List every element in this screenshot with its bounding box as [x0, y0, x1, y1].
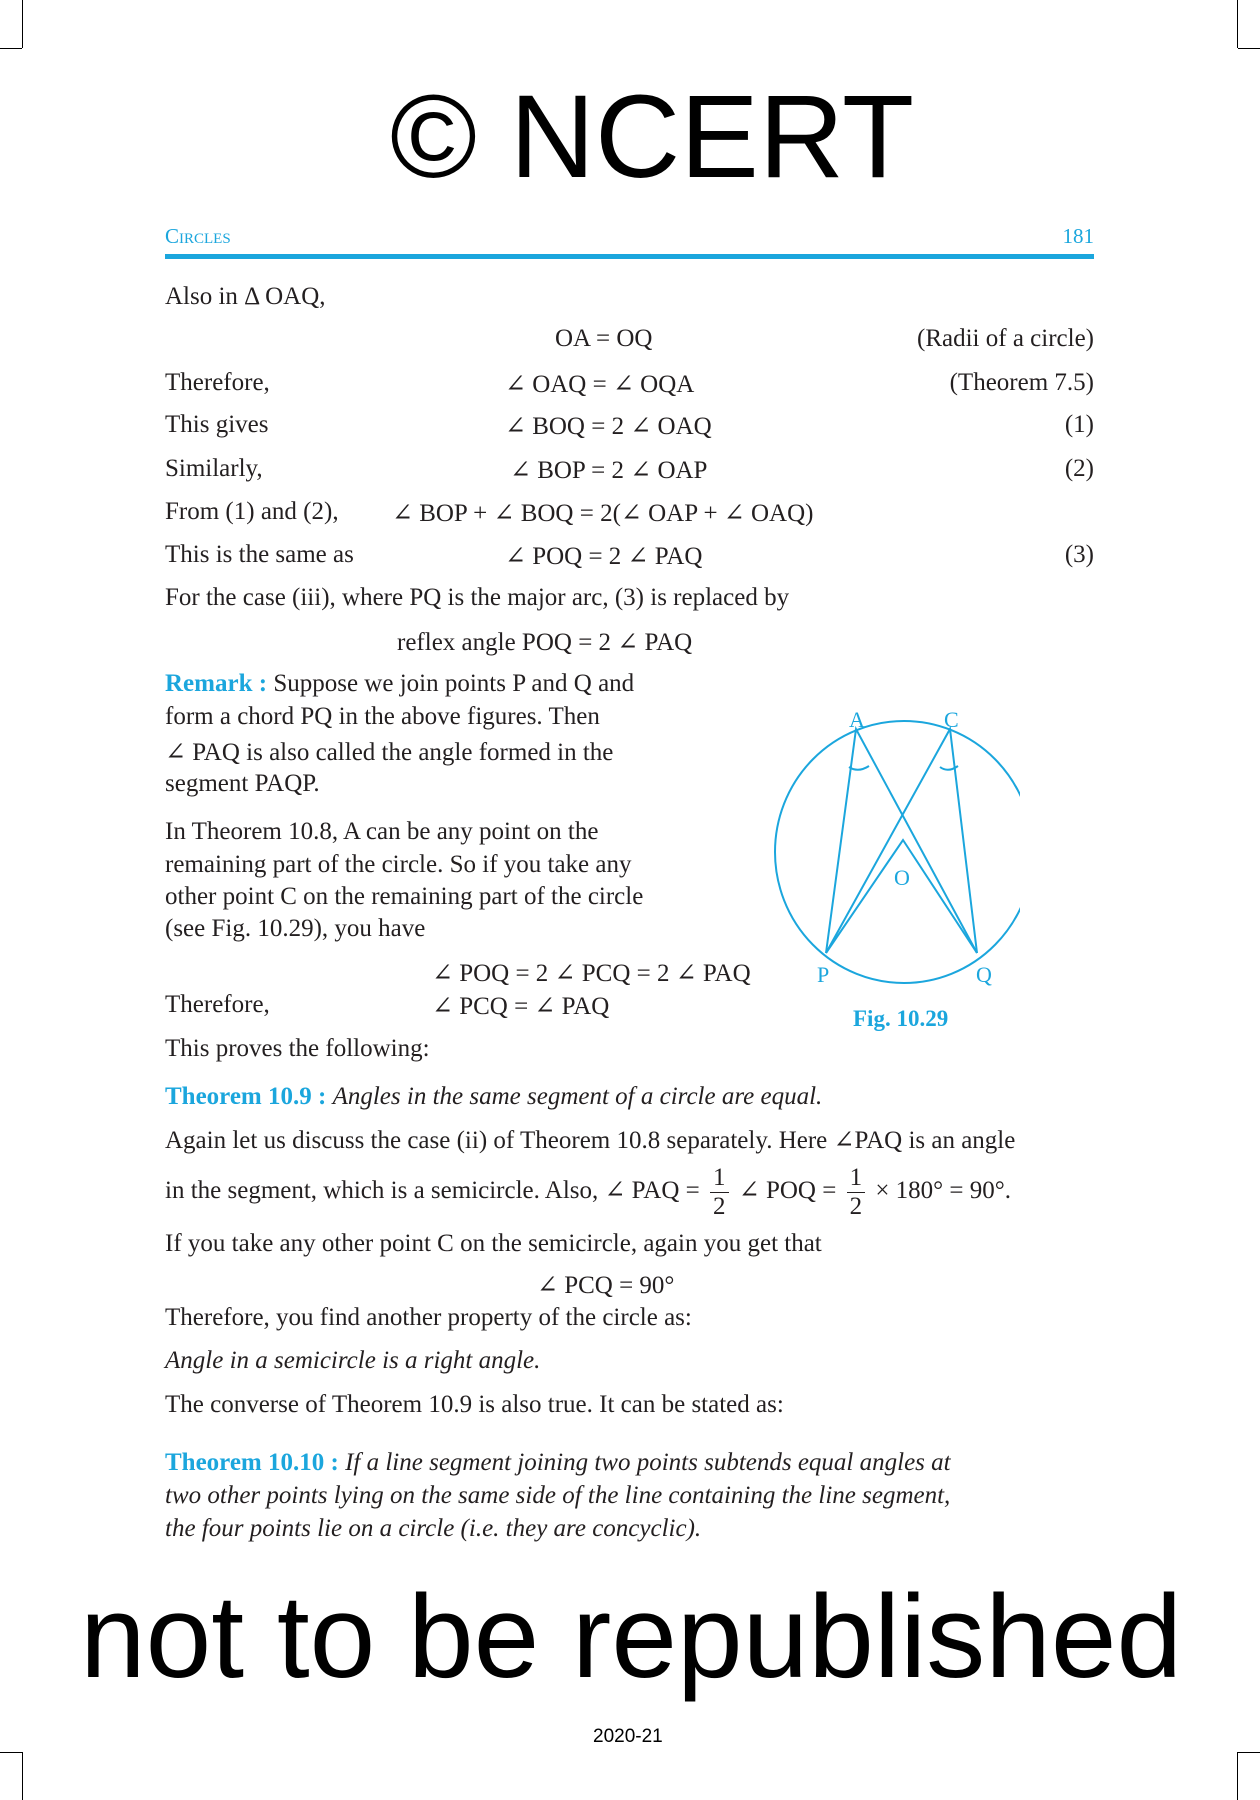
- text-line: For the case (iii), where PQ is the major arc, (3) is replaced by: [165, 584, 790, 611]
- equation-reason: (Theorem 7.5): [949, 369, 1094, 396]
- text: in the segment, which is a semicircle. Also, ∠ PAQ =: [165, 1177, 700, 1205]
- theorem-10-10: [165, 1449, 951, 1477]
- denominator: 2: [713, 1193, 726, 1220]
- theorem-text: If a line segment joining two points subtends equal angles at: [345, 1449, 951, 1476]
- remark-line: [165, 670, 634, 698]
- equation-number: (2): [1064, 455, 1094, 482]
- remark-line: ∠ PAQ is also called the angle formed in the: [165, 739, 614, 766]
- watermark-copyright: © NCERT: [390, 71, 915, 203]
- paragraph-line: other point C on the remaining part of the circle: [165, 883, 644, 910]
- crop-mark: [22, 1752, 23, 1800]
- equation: ∠ POQ = 2 ∠ PAQ: [505, 543, 703, 570]
- fraction-half: [710, 1164, 729, 1221]
- text-label: This is the same as: [165, 541, 354, 568]
- theorem-label: Theorem 10.10 :: [165, 1449, 339, 1476]
- equation: ∠ BOQ = 2 ∠ OAQ: [505, 413, 712, 440]
- point-label-p: P: [817, 962, 830, 987]
- point-label-a: A: [849, 707, 865, 732]
- equation-number: (1): [1064, 411, 1094, 438]
- theorem-10-9: [165, 1083, 822, 1111]
- crop-mark: [1238, 48, 1260, 49]
- crop-mark: [1237, 0, 1238, 48]
- equation: ∠ OAQ = ∠ OQA: [505, 371, 695, 398]
- remark-line: segment PAQP.: [165, 770, 320, 797]
- text-label: From (1) and (2),: [165, 498, 339, 525]
- point-label-q: Q: [976, 962, 992, 987]
- paragraph-line: remaining part of the circle. So if you take any: [165, 851, 632, 878]
- crop-mark: [0, 48, 22, 49]
- text-label: Similarly,: [165, 455, 263, 482]
- remark-line: form a chord PQ in the above figures. Then: [165, 703, 600, 730]
- paragraph-line: (see Fig. 10.29), you have: [165, 915, 426, 942]
- crop-mark: [1237, 1752, 1238, 1800]
- semicircle-line: [165, 1164, 1011, 1221]
- equation: ∠ BOP + ∠ BOQ = 2(∠ OAP + ∠ OAQ): [392, 500, 814, 527]
- text-label: Therefore,: [165, 369, 270, 396]
- crop-mark: [1238, 1752, 1260, 1753]
- point-label-o: O: [894, 865, 910, 890]
- figure-caption: Fig. 10.29: [853, 1006, 949, 1031]
- page-number: 181: [1062, 224, 1094, 248]
- equation: ∠ POQ = 2 ∠ PCQ = 2 ∠ PAQ: [432, 960, 751, 987]
- remark-label: Remark :: [165, 670, 268, 697]
- theorem-label: Theorem 10.9 :: [165, 1083, 327, 1110]
- text-line: Also in Δ OAQ,: [165, 283, 326, 310]
- theorem-text: two other points lying on the same side of the line containing the line segment,: [165, 1482, 951, 1509]
- circle: [775, 721, 1020, 983]
- equation-number: (3): [1064, 541, 1094, 568]
- text: × 180° = 90°.: [875, 1177, 1012, 1205]
- text-line: Again let us discuss the case (ii) of Theorem 10.8 separately. Here ∠PAQ is an angle: [165, 1127, 1016, 1154]
- footer-year: 2020-21: [593, 1726, 663, 1747]
- equation: ∠ PCQ = 90°: [537, 1272, 675, 1299]
- text-line: If you take any other point C on the semicircle, again you get that: [165, 1230, 822, 1257]
- running-header-title: Circles: [165, 224, 231, 248]
- text-line: Therefore, you find another property of the circle as:: [165, 1304, 692, 1331]
- header-rule: [165, 254, 1094, 259]
- text: ∠ POQ =: [738, 1177, 837, 1205]
- crop-mark: [22, 0, 23, 48]
- paragraph-line: In Theorem 10.8, A can be any point on the: [165, 818, 599, 845]
- property-statement: Angle in a semicircle is a right angle.: [165, 1347, 541, 1374]
- equation: OA = OQ: [555, 325, 653, 352]
- numerator: 1: [847, 1164, 866, 1193]
- fraction-half: [847, 1164, 866, 1221]
- theorem-text: Angles in the same segment of a circle are equal.: [332, 1083, 823, 1110]
- figure-10-29: [760, 700, 1020, 1000]
- equation-reason: (Radii of a circle): [917, 325, 1094, 352]
- equation: reflex angle POQ = 2 ∠ PAQ: [397, 629, 693, 656]
- text-label: This gives: [165, 411, 269, 438]
- point-label-c: C: [944, 707, 959, 732]
- text-line: The converse of Theorem 10.9 is also true. It can be stated as:: [165, 1391, 784, 1418]
- angle-poq-lines: [826, 840, 977, 953]
- equation: ∠ PCQ = ∠ PAQ: [432, 993, 610, 1020]
- remark-text: Suppose we join points P and Q and: [273, 670, 635, 697]
- text-label: Therefore,: [165, 991, 270, 1018]
- numerator: 1: [710, 1164, 729, 1193]
- theorem-text: the four points lie on a circle (i.e. they are concyclic).: [165, 1515, 702, 1542]
- crop-mark: [0, 1752, 22, 1753]
- denominator: 2: [849, 1193, 863, 1220]
- watermark-not-to-be-republished: not to be republished: [80, 1571, 1183, 1703]
- equation: ∠ BOP = 2 ∠ OAP: [510, 457, 708, 484]
- angle-arc-a: [849, 766, 869, 770]
- text-line: This proves the following:: [165, 1035, 430, 1062]
